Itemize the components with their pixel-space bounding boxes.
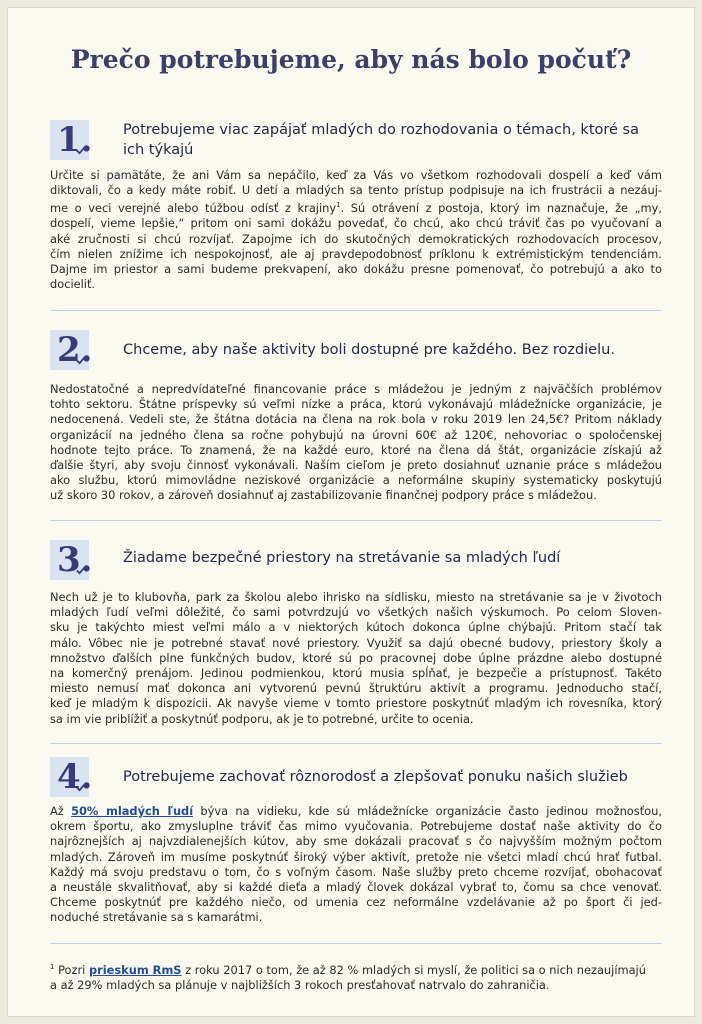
section-2-number: 2. xyxy=(57,330,93,370)
body-line: ako službu, ktorú mimovládne neziskové organizácie a neformálne skupiny systematicky poskytujú xyxy=(50,473,662,488)
body-line: množstvo ďalších plne funkčných budov, ktoré sú po pracovnej dobe úplne prázdne alebo dostupné xyxy=(50,650,662,665)
checkmark-icon xyxy=(76,783,85,792)
body-line xyxy=(50,198,662,216)
page-title: Prečo potrebujeme, aby nás bolo počuť? xyxy=(70,45,632,74)
body-line: ďalšie štyri, aby svoju činnosť vykonávali. Naším cieľom je preto dosiahnuť uznanie práce s mládežou xyxy=(50,458,662,473)
survey-rms-link[interactable]: prieskum RmS xyxy=(88,962,182,977)
section-3-heading-line: Žiadame bezpečné priestory na stretávanie sa mladých ľudí xyxy=(123,550,561,566)
footnote-reference: 1 xyxy=(336,201,341,210)
body-line: Nedostatočné a nepredvídateľné financovanie práce s mládežou je jedným z najväčších problémov xyxy=(50,382,662,396)
footnote-mark: 1 xyxy=(50,963,55,971)
footnote-text: z roku 2017 o tom, že až 82 % mladých si myslí, že politici sa o nich nezaujímajú xyxy=(181,962,646,977)
section-3-number-badge xyxy=(50,540,93,580)
section-2-body xyxy=(50,382,662,504)
young-people-statistic-link[interactable]: 50% mladých ľudí xyxy=(71,804,194,818)
section-divider xyxy=(50,743,662,744)
body-line-text: býva na vidieku, kde sú mládežnícke organizácie často jedinou možnosťou, xyxy=(193,804,662,818)
body-line: mladých. Zároveň im musíme poskytnúť široký výber aktivít, pretože nie všetci mladí chcú hrať futbal. xyxy=(50,849,662,864)
body-line xyxy=(50,804,662,819)
body-line: Nech už je to klubovňa, park za školou alebo ihrisko na sídlisku, miesto na stretávanie sa je v životoch xyxy=(50,590,662,604)
section-1-heading-line: Potrebujeme viac zapájať mladých do rozhodovania o témach, ktoré sa xyxy=(123,122,639,138)
body-line: a neustále skvalitňovať, aby si každé dieťa a mladý človek dokázal vybrať to, čomu sa chce venovať. xyxy=(50,880,662,895)
body-line: Chceme poskytnúť pre každého niečo, od umenia cez neformálne vzdelávanie až po šport či jed- xyxy=(50,895,662,910)
body-line: organizácií na jedného člena sa ročne pohybujú na úrovni 60€ až 120€, nehovoriac o spoločenskej xyxy=(50,427,662,442)
section-1-heading-line: ich týkajú xyxy=(123,142,194,158)
body-line: okrem športu, ako zmysluplne tráviť čas mimo vyučovania. Potrebujeme dostať naše aktivity do čo xyxy=(50,819,662,834)
section-2-number-badge xyxy=(50,330,93,370)
body-line: najrôznejších aj najvzdialenejších kútov, aby sme dokázali pracovať s čo najvyšším možným počtom xyxy=(50,834,662,849)
body-line: noduché stretávanie sa s kamarátmi. xyxy=(50,910,263,925)
body-line: mladých ľudí veľmi dôležité, čo sami potvrdzujú vo všetkých našich výskumoch. Po celom Sloven- xyxy=(50,605,662,620)
footnote-divider xyxy=(50,943,662,944)
section-4-number: 4. xyxy=(57,757,93,797)
section-2-heading xyxy=(123,340,643,360)
section-1-number: 1. xyxy=(57,120,93,160)
body-line: dospelí, vieme lepšie,“ pritom oni sami dokážu povedať, čo chcú, ako chcú tráviť čas po vyučovaní a xyxy=(50,216,662,231)
section-1-heading xyxy=(123,120,643,160)
footnote-text: Pozri xyxy=(54,962,89,977)
footnote-line xyxy=(50,960,662,978)
body-line: sku je takýchto miest veľmi málo a v niektorých kútoch dokonca úplne chýbajú. Pritom stačí tak xyxy=(50,620,662,635)
footnote xyxy=(50,960,662,993)
checkmark-icon xyxy=(76,146,85,155)
body-line: sa im vie priblížiť a poskytnúť podporu, ak je to potrebné, určite to ocenia. xyxy=(50,711,474,726)
body-line-text: . Sú otrávení z postoja, ktorý im naznačuje, že „my, xyxy=(340,201,662,216)
body-line: čím nielen znížime ich nespokojnosť, ale aj pravdepodobnosť príklonu k extrémistickým tendenciám. xyxy=(50,246,662,261)
body-line: tohto sektoru. Štátne príspevky sú veľmi nízke a práca, ktorú vykonávajú mládežnícke organizácie, je xyxy=(50,397,662,412)
footnote-line: a až 29% mladých sa plánuje v najbližších 3 rokoch presťahovať natrvalo do zahraničia. xyxy=(50,978,550,992)
body-line: diktovali, čo a kedy máte robiť. U detí a mladých sa tento prístup podpisuje na ich frustrácii a nezáuj- xyxy=(50,183,662,198)
body-line: Každý má svoju predstavu o tom, čo s voľným časom. Naše služby preto chceme rozvíjať, obohacovať xyxy=(50,864,662,879)
section-3-heading xyxy=(123,548,643,568)
section-4-body xyxy=(50,804,662,926)
section-1-body xyxy=(50,168,662,292)
body-line: Určite si pamätáte, že ani Vám sa nepáčilo, keď za Vás vo všetkom rozhodovali dospelí a keď vám xyxy=(50,168,662,182)
body-line: už skoro 30 rokov, a zároveň dosiahnuť aj zastabilizovanie finančnej podpory práce s mládežou. xyxy=(50,488,597,503)
body-line: aké zručnosti si chcú rozvíjať. Zapojme ich do skutočných demokratických rozhodovacích procesov, xyxy=(50,231,662,246)
body-line: Dajme im priestor a sami budeme prekvapení, ako dokážu presne pomenovať, čo potrebujú a ako to xyxy=(50,262,662,277)
checkmark-icon xyxy=(76,566,85,575)
document-page xyxy=(7,7,695,1017)
checkmark-icon xyxy=(76,356,85,365)
section-divider xyxy=(50,310,662,311)
body-line: miesto nemusí mať dokonca ani vytvorenú pevnú štruktúru aktivít a programu. Jednoducho stačí, xyxy=(50,681,662,696)
body-line: keď je mladým k dispozícii. Ak navyše vieme v tomto priestore poskytnúť mladým ich rovesníka, ktorý xyxy=(50,696,662,711)
section-3-body xyxy=(50,590,662,727)
body-line: na komerčný prenájom. Jedinou podmienkou, ktorú musia spĺňať, je bezpečie a prístupnosť. Takéto xyxy=(50,666,662,681)
body-line-text: Až xyxy=(50,804,72,818)
section-4-heading xyxy=(123,767,643,787)
body-line: málo. Vôbec nie je potrebné stavať nové priestory. Využiť sa dajú obecné budovy, priestory školy a xyxy=(50,635,662,650)
section-2-heading-line: Chceme, aby naše aktivity boli dostupné pre každého. Bez rozdielu. xyxy=(123,342,615,358)
body-line-text: me o veci verejné alebo túžbou odísť z krajiny xyxy=(50,201,337,216)
body-line: nedocenená. Vedeli ste, že štátna dotácia na člena na rok bola v roku 2019 len 24,5€? Pritom náklady xyxy=(50,412,662,427)
section-4-heading-line: Potrebujeme zachovať rôznorodosť a zlepšovať ponuku našich služieb xyxy=(123,769,628,785)
section-1-number-badge xyxy=(50,120,93,160)
section-3-number: 3. xyxy=(57,540,93,580)
body-line: hodnote tejto práce. To znamená, že na každé euro, ktoré na člena dá štát, organizácie získajú až xyxy=(50,442,662,457)
section-divider xyxy=(50,520,662,521)
body-line: docieliť. xyxy=(50,277,96,292)
section-4-number-badge xyxy=(50,757,93,797)
